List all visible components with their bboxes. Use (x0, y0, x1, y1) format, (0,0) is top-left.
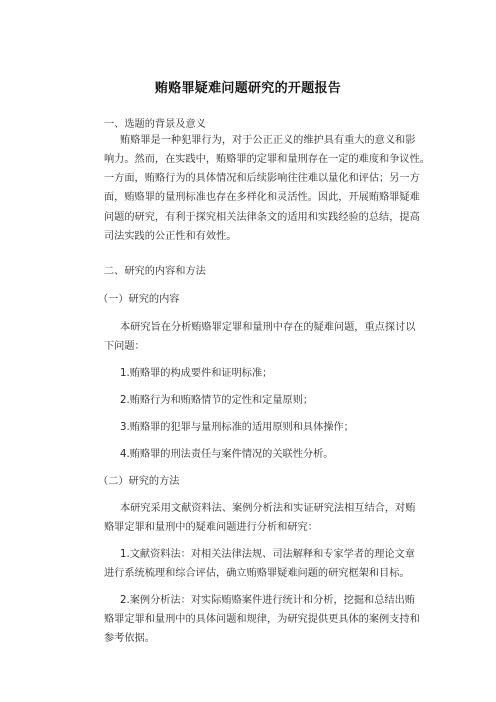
body-line: 本研究旨在分析贿赂罪定罪和量刑中存在的疑难问题，重点探讨以 (120, 322, 416, 333)
section-heading: 一、选题的背景及意义 (104, 119, 206, 130)
list-item: 1.贿赂罪的构成要件和证明标准； (120, 368, 273, 379)
subsection-body (104, 318, 416, 337)
subsection-heading: （一）研究的内容 (98, 294, 180, 305)
body-line: 问题的研究，有利于探究相关法律条文的适用和实践经验的总结，提高 (104, 211, 420, 223)
list-item (104, 591, 415, 610)
section-heading: 二、研究的内容和方法 (104, 266, 206, 277)
body-line: 本研究采用文献资料法、案例分析法和实证研究法相互结合，对贿 (120, 503, 416, 514)
body-line: 参考依据。 (104, 633, 155, 645)
body-line: 1.文献资料法：对相关法律法规、司法解释和专家学者的理论文章 (120, 549, 415, 560)
subsection-body (104, 337, 404, 356)
body-line: 2.案例分析法：对实际贿赂案件进行统计和分析，挖掘和总结出贿 (120, 595, 415, 606)
body-line: 赂罪定罪和量刑中的具体问题和规律，为研究提供更具体的案例支持和 (104, 614, 420, 625)
body-line: 司法实践的公正性和有效性。 (104, 230, 237, 242)
body-line: 下问题： (104, 341, 145, 352)
body-line: 赂罪定罪和量刑中的疑难问题进行分析和研究： (104, 522, 318, 533)
subsection-body (104, 499, 416, 518)
section-body (104, 150, 430, 246)
body-line: 贿赂罪是一种犯罪行为，对于公正正义的维护具有重大的意义和影 (120, 135, 416, 146)
document-title: 贿赂罪疑难问题研究的开题报告 (154, 81, 342, 96)
section-body (104, 131, 416, 150)
subsection-body (104, 518, 404, 537)
list-item (104, 610, 420, 648)
subsection-heading: （二）研究的方法 (98, 476, 180, 487)
body-line: 面，贿赂罪的量刑标准也存在多样化和灵活性。因此，开展贿赂罪疑难 (104, 192, 420, 204)
list-item (104, 545, 415, 564)
list-item: 3.贿赂罪的犯罪与量刑标准的适用原则和具体操作； (120, 422, 354, 433)
body-line: 响力。然而，在实践中，贿赂罪的定罪和量刑存在一定的难度和争议性。 (104, 154, 430, 165)
list-item: 4.贿赂罪的刑法责任与案件情况的关联性分析。 (120, 449, 334, 460)
body-line: 一方面，贿赂行为的具体情况和后续影响往往难以量化和评估；另一方 (104, 173, 420, 185)
list-item: 2.贿赂行为和贿赂情节的定性和定量原则； (120, 395, 314, 406)
list-item (104, 564, 410, 583)
body-line: 进行系统梳理和综合评估，确立贿赂罪疑难问题的研究框架和目标。 (104, 568, 410, 579)
